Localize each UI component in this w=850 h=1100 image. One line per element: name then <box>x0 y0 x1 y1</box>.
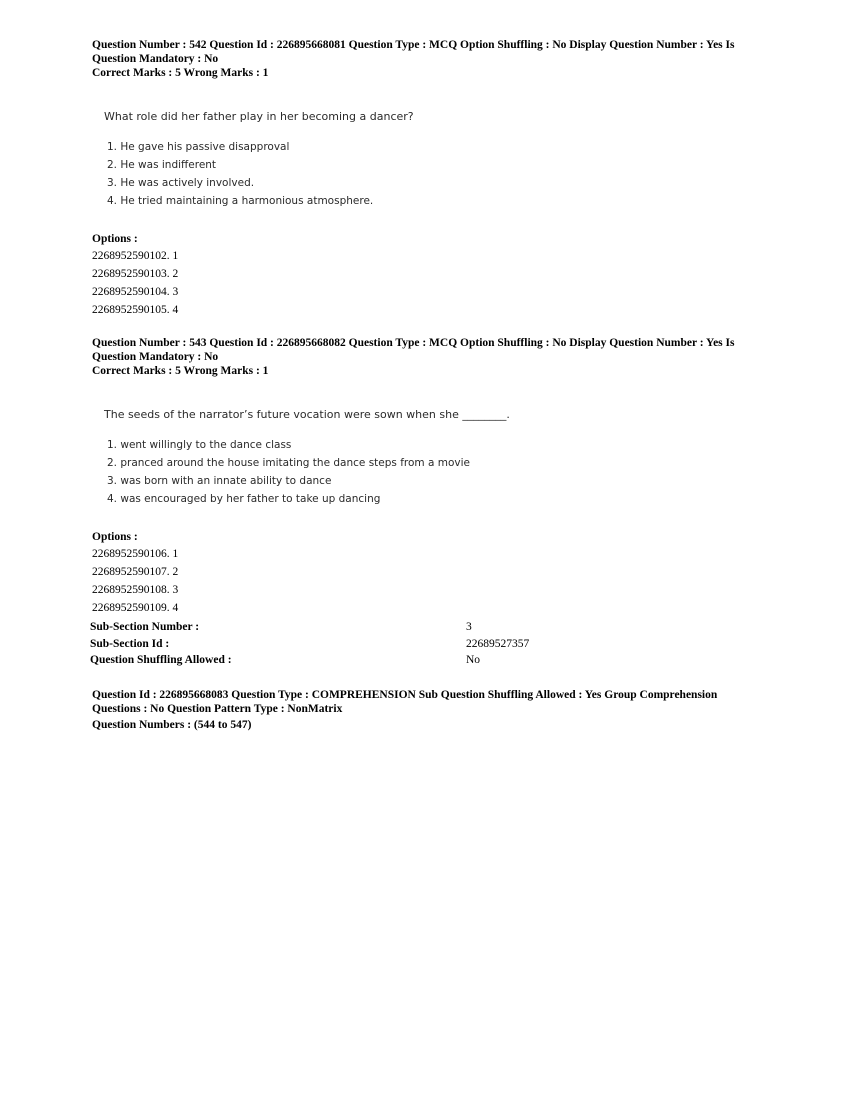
question-543-text: The seeds of the narrator’s future vocation were sown when she ________. <box>104 408 510 421</box>
choice-item: 3. was born with an innate ability to dance <box>107 475 332 487</box>
comprehension-header <box>92 688 772 732</box>
question-542-header-line2: Question Mandatory : No <box>92 53 219 65</box>
option-item: 2268952590108. 3 <box>92 584 179 596</box>
subsection-info <box>90 619 610 669</box>
choice-item: 2. pranced around the house imitating the dance steps from a movie <box>107 457 470 469</box>
choice-item: 4. was encouraged by her father to take up dancing <box>107 493 381 505</box>
option-item: 2268952590102. 1 <box>92 250 179 262</box>
question-543-header-line2: Question Mandatory : No <box>92 351 219 363</box>
choice-item: 1. He gave his passive disapproval <box>107 141 290 153</box>
question-542-options <box>92 231 178 319</box>
options-label: Options : <box>92 233 138 245</box>
question-shuffling-row <box>90 652 610 669</box>
question-542-header-line1: Question Number : 542 Question Id : 226895668081 Question Type : MCQ Option Shuffling : No Display Question Number : Yes Is <box>92 39 735 51</box>
question-542-header <box>92 38 772 80</box>
option-item: 2268952590104. 3 <box>92 286 179 298</box>
question-542-marks: Correct Marks : 5 Wrong Marks : 1 <box>92 67 269 79</box>
question-543-header <box>92 336 772 378</box>
question-542-text: What role did her father play in her becoming a dancer? <box>104 110 414 123</box>
option-item: 2268952590106. 1 <box>92 548 179 560</box>
choice-item: 1. went willingly to the dance class <box>107 439 292 451</box>
question-543-marks: Correct Marks : 5 Wrong Marks : 1 <box>92 365 269 377</box>
subsection-number-label: Sub-Section Number : <box>90 621 200 633</box>
choice-item: 4. He tried maintaining a harmonious atmosphere. <box>107 195 374 207</box>
subsection-id-label: Sub-Section Id : <box>90 637 170 650</box>
comprehension-line2: Questions : No Question Pattern Type : NonMatrix <box>92 703 343 715</box>
option-item: 2268952590109. 4 <box>92 602 179 614</box>
options-label: Options : <box>92 531 138 543</box>
subsection-id-value: 22689527357 <box>466 637 530 650</box>
question-543-header-line1: Question Number : 543 Question Id : 226895668082 Question Type : MCQ Option Shuffling : No Display Question Number : Yes Is <box>92 337 735 349</box>
option-item: 2268952590107. 2 <box>92 566 179 578</box>
comprehension-line1: Question Id : 226895668083 Question Type : COMPREHENSION Sub Question Shuffling Allowed : Yes Group Comprehension <box>92 689 718 701</box>
question-543-options <box>92 529 178 617</box>
question-shuffling-value: No <box>466 654 481 666</box>
option-item: 2268952590105. 4 <box>92 304 179 316</box>
subsection-number-value: 3 <box>466 621 472 633</box>
subsection-number-row <box>90 619 610 636</box>
question-shuffling-label: Question Shuffling Allowed : <box>90 654 232 666</box>
question-542-choices <box>107 138 373 210</box>
choice-item: 3. He was actively involved. <box>107 177 255 189</box>
option-item: 2268952590103. 2 <box>92 268 179 280</box>
choice-item: 2. He was indifferent <box>107 159 217 171</box>
comprehension-question-numbers: Question Numbers : (544 to 547) <box>92 719 252 731</box>
subsection-id-row <box>90 636 610 653</box>
question-543-choices <box>107 436 470 508</box>
